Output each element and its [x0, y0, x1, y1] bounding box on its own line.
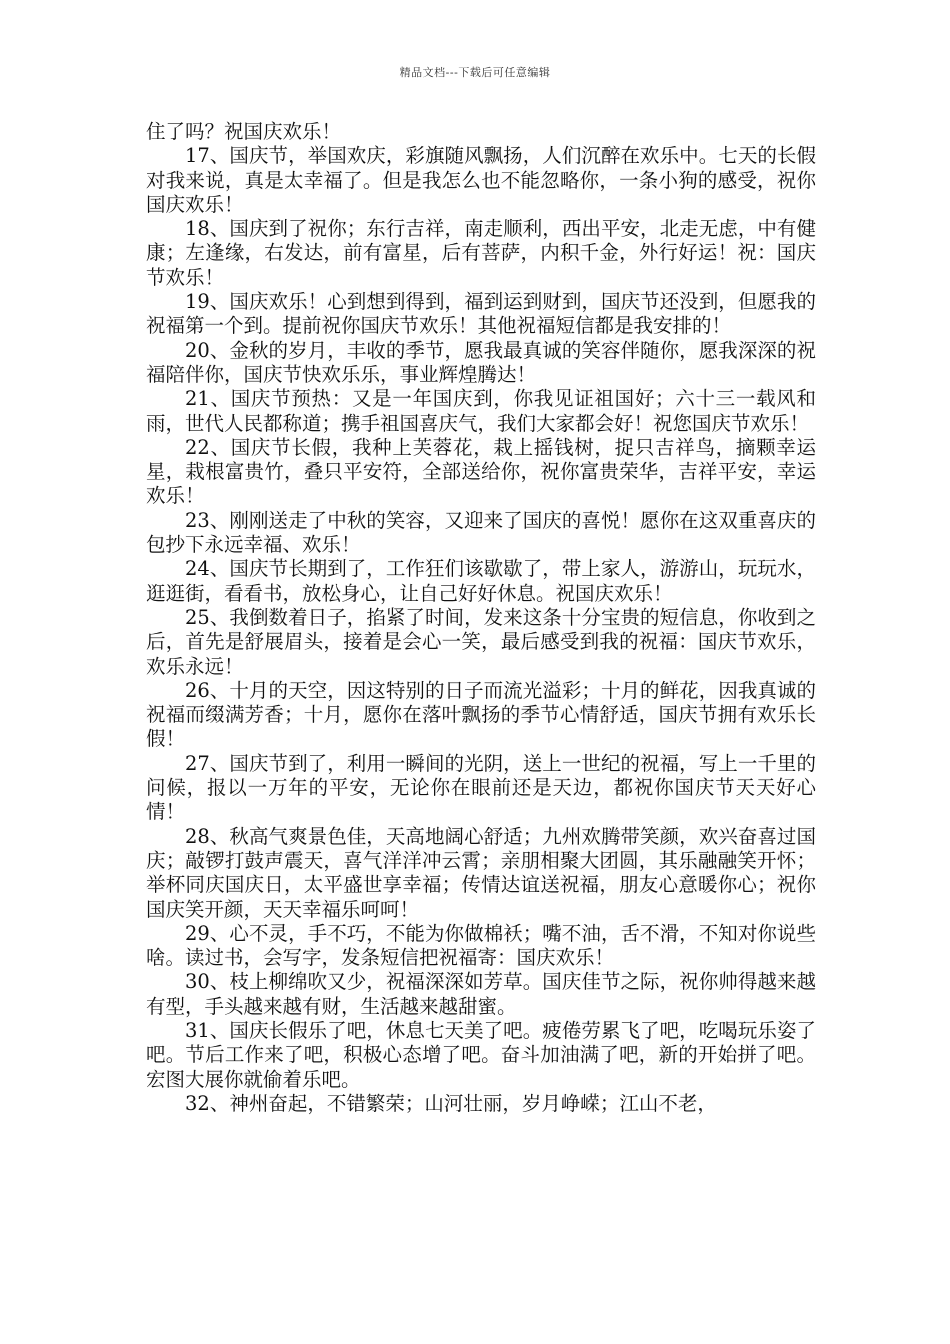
- paragraph: 19、国庆欢乐！心到想到得到，福到运到财到，国庆节还没到，但愿我的祝福第一个到。提前祝你国庆节欢乐！其他祝福短信都是我安排的！: [146, 290, 816, 338]
- paragraph: 26、十月的天空，因这特别的日子而流光溢彩；十月的鲜花，因我真诚的祝福而缀满芳香；十月，愿你在落叶飘扬的季节心情舒适，国庆节拥有欢乐长假！: [146, 678, 816, 751]
- paragraph: 27、国庆节到了，利用一瞬间的光阴，送上一世纪的祝福，写上一千里的问候，报以一万年的平安，无论你在眼前还是天边，都祝你国庆节天天好心情！: [146, 751, 816, 824]
- paragraph: 17、国庆节，举国欢庆，彩旗随风飘扬，人们沉醉在欢乐中。七天的长假对我来说，真是太幸福了。但是我怎么也不能忽略你，一条小狗的感受，祝你国庆欢乐！: [146, 144, 816, 216]
- paragraph: 31、国庆长假乐了吧，休息七天美了吧。疲倦劳累飞了吧，吃喝玩乐姿了吧。节后工作来了吧，积极心态增了吧。奋斗加油满了吧，新的开始拼了吧。宏图大展你就偷着乐吧。: [146, 1018, 816, 1091]
- paragraph: 24、国庆节长期到了，工作狂们该歇歇了，带上家人，游游山，玩玩水，逛逛街，看看书，放松身心，让自己好好休息。祝国庆欢乐！: [146, 557, 816, 605]
- paragraph: 21、国庆节预热：又是一年国庆到，你我见证祖国好；六十三一载风和雨，世代人民都称道；携手祖国喜庆气，我们大家都会好！祝您国庆节欢乐！: [146, 387, 816, 435]
- paragraph: 18、国庆到了祝你；东行吉祥，南走顺利，西出平安，北走无虑，中有健康；左逢缘，右发达，前有富星，后有菩萨，内积千金，外行好运！祝：国庆节欢乐！: [146, 217, 816, 289]
- paragraph: 32、神州奋起，不错繁荣；山河壮丽，岁月峥嵘；江山不老，: [185, 1091, 717, 1115]
- paragraph: 28、秋高气爽景色佳，天高地阔心舒适；九州欢腾带笑颜，欢兴奋喜过国庆；敲锣打鼓声震天，喜气洋洋冲云霄；亲朋相聚大团圆，其乐融融笑开怀；举杯同庆国庆日，太平盛世享幸福；传情达谊送祝福，朋友心意暖你心；祝你国庆笑开颜，天天幸福乐呵呵！: [146, 824, 816, 921]
- paragraph: 住了吗？祝国庆欢乐！: [146, 120, 342, 143]
- paragraph: 23、刚刚送走了中秋的笑容，又迎来了国庆的喜悦！愿你在这双重喜庆的包抄下永远幸福、欢乐！: [146, 508, 816, 557]
- paragraph: 30、枝上柳绵吹又少，祝福深深如芳草。国庆佳节之际，祝你帅得越来越有型，手头越来越有财，生活越来越甜蜜。: [146, 970, 816, 1018]
- page-header: 精品文档---下载后可任意编辑: [399, 66, 551, 79]
- document-body: [146, 120, 816, 1116]
- paragraph: 22、国庆节长假，我种上芙蓉花，栽上摇钱树，捉只吉祥鸟，摘颗幸运星，栽根富贵竹，叠只平安符，全部送给你，祝你富贵荣华，吉祥平安，幸运欢乐！: [146, 435, 816, 508]
- paragraph: 20、金秋的岁月，丰收的季节，愿我最真诚的笑容伴随你，愿我深深的祝福陪伴你，国庆节快欢乐乐，事业辉煌腾达！: [146, 338, 816, 386]
- paragraph: 25、我倒数着日子，掐紧了时间，发来这条十分宝贵的短信息，你收到之后，首先是舒展眉头，接着是会心一笑，最后感受到我的祝福：国庆节欢乐，欢乐永远！: [146, 605, 816, 678]
- paragraph: 29、心不灵，手不巧，不能为你做棉袄；嘴不油，舌不滑，不知对你说些啥。读过书，会写字，发条短信把祝福寄：国庆欢乐！: [146, 921, 816, 970]
